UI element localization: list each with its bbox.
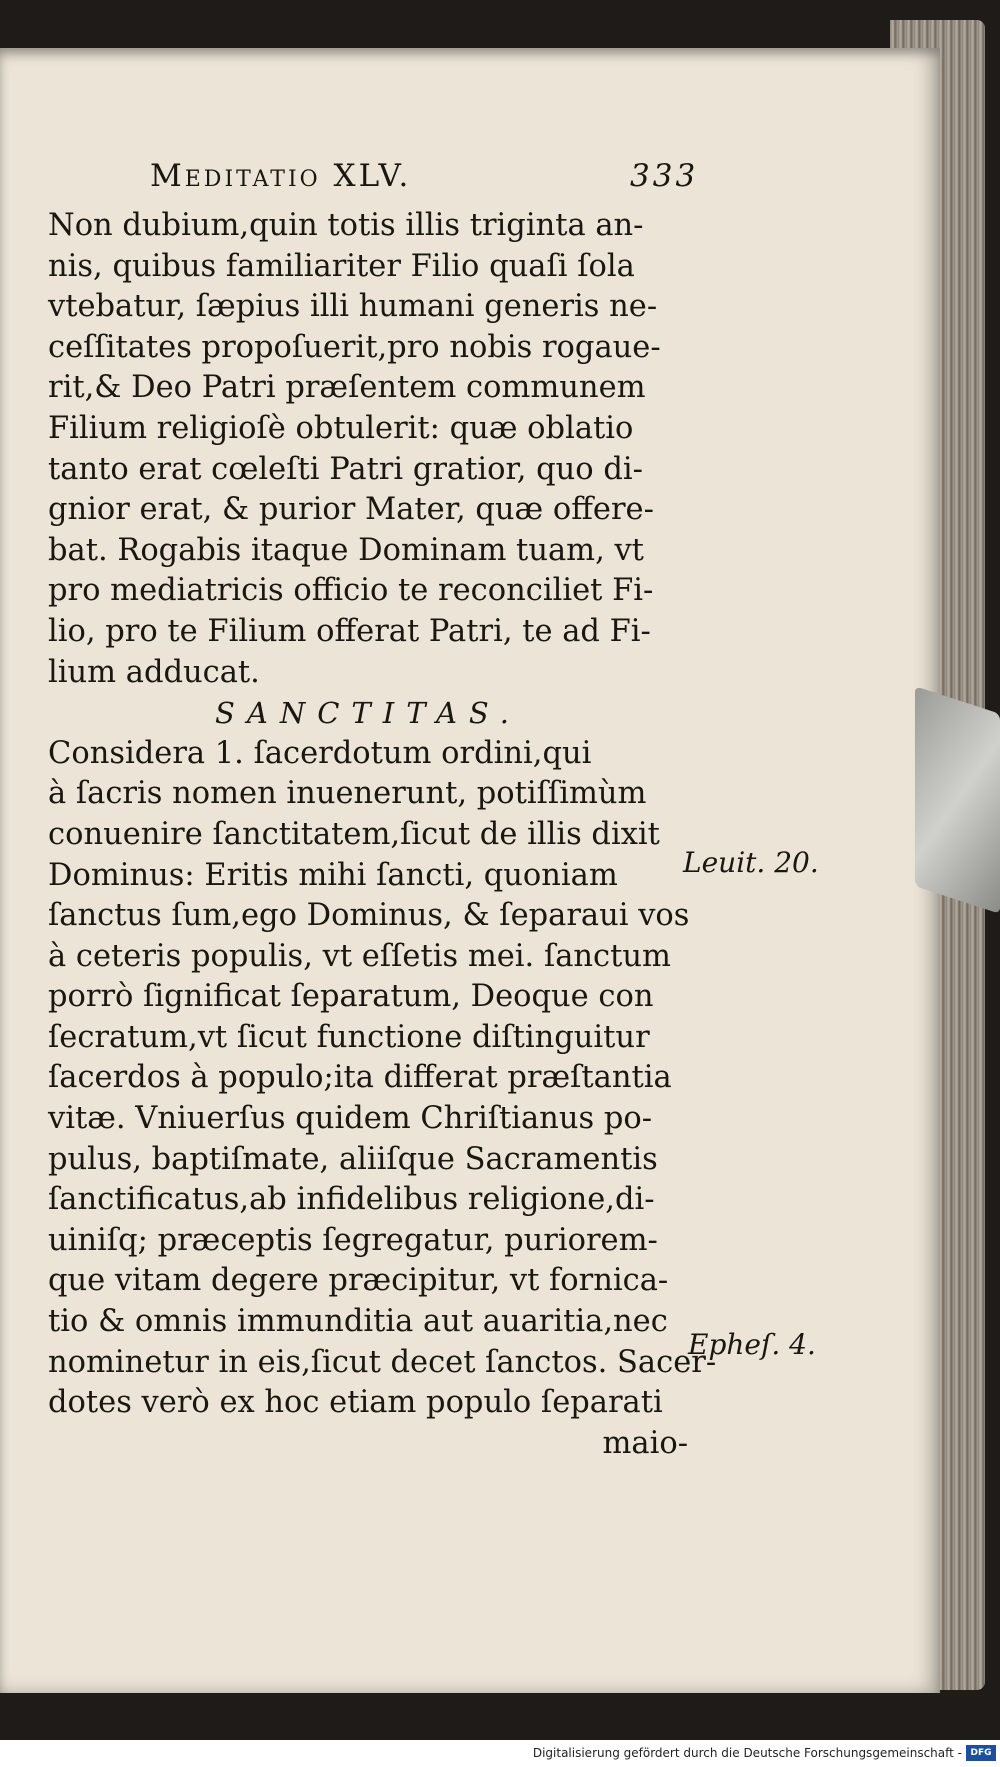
text-line: nis, quibus familiariter Filio quaſi ſola: [48, 248, 635, 284]
text-line: ſanctificatus,ab infidelibus religione,di-: [48, 1182, 655, 1218]
text-line: conuenire ſanctitatem,ſicut de illis dixit: [48, 816, 660, 852]
text-line: nominetur in eis,ſicut decet ſanctos. Sacer-: [48, 1344, 717, 1380]
margin-note-leviticus: Leuit. 20.: [683, 846, 819, 879]
text-line: que vitam degere præcipitur, vt fornica-: [48, 1263, 669, 1299]
text-line: Considera 1. ſacerdotum ordini,qui: [48, 735, 592, 771]
text-line: Non dubium,quin totis illis triginta an-: [48, 208, 644, 243]
text-line: gnior erat, & purior Mater, quæ offere-: [48, 492, 654, 528]
text-line: ceſſitates propoſuerit,pro nobis rogaue-: [48, 329, 661, 365]
page-header: [0, 158, 940, 198]
text-line: pulus, baptiſmate, aliiſque Sacramentis: [48, 1141, 658, 1177]
text-line: rit,& Deo Patri præſentem communem: [48, 370, 646, 406]
body-text: [48, 206, 717, 1464]
text-line: bat. Rogabis itaque Dominam tuam, vt: [48, 532, 644, 568]
text-line: vtebatur, ſæpius illi humani generis ne-: [48, 289, 658, 325]
text-line: tio & omnis immunditia aut auaritia,nec: [48, 1304, 668, 1340]
text-line: à ſacris nomen inuenerunt, potiſſimùm: [48, 776, 647, 812]
text-line: lio, pro te Filium offerat Patri, te ad Fi-: [48, 613, 651, 649]
text-line: ſanctus ſum,ego Dominus, & ſeparaui vos: [48, 898, 690, 934]
bookmark-strip: [915, 686, 1000, 914]
text-line: uiniſq; præceptis ſegregatur, puriorem-: [48, 1222, 658, 1258]
text-line: pro mediatricis officio te reconciliet Fi-: [48, 573, 654, 609]
text-line: Filium religioſè obtulerit: quæ oblatio: [48, 410, 634, 446]
text-line: ſecratum,vt ſicut functione diſtinguitur: [48, 1019, 650, 1055]
margin-note-ephesians: Epheſ. 4.: [688, 1328, 816, 1361]
section-heading: SANCTITAS.: [215, 696, 521, 731]
text-line: à ceteris populis, vt eſſetis mei. ſanctum: [48, 938, 671, 974]
running-title: Meditatio XLV.: [150, 158, 412, 194]
catchword: maio-: [602, 1425, 688, 1461]
footer-credit: Digitalisierung gefördert durch die Deutsche Forschungsgemeinschaft -: [532, 1746, 962, 1760]
text-line: vitæ. Vniuerſus quidem Chriſtianus po-: [48, 1101, 653, 1137]
page-number: 333: [630, 158, 699, 194]
text-line: tanto erat cœleſti Patri gratior, quo di-: [48, 451, 643, 487]
book-page: [0, 48, 940, 1693]
dfg-logo: DFG: [966, 1745, 996, 1761]
text-line: dotes verò ex hoc etiam populo ſeparati: [48, 1385, 663, 1421]
text-line: lium adducat.: [48, 654, 260, 690]
digitization-footer: [0, 1740, 1000, 1767]
text-line: porrò ſignificat ſeparatum, Deoque con: [48, 979, 654, 1015]
text-line: Dominus: Eritis mihi ſancti, quoniam: [48, 857, 618, 893]
text-line: ſacerdos à populo;ita differat præſtantia: [48, 1060, 672, 1096]
